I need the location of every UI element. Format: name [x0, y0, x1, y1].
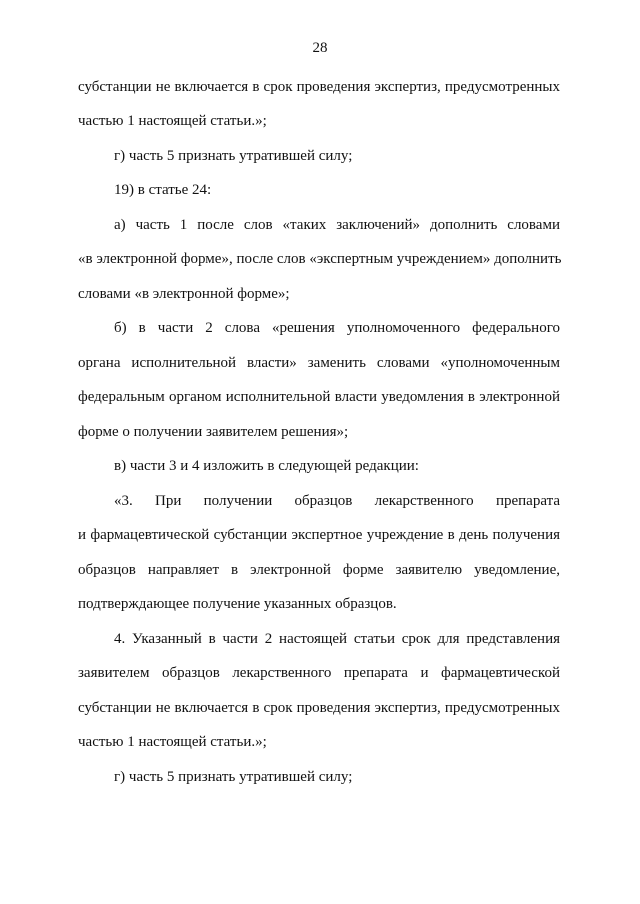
text-line: 4. Указанный в части 2 настоящей статьи срок для представления — [114, 631, 560, 647]
text-line: г) часть 5 признать утратившей силу; — [114, 148, 353, 164]
page-number: 28 — [312, 40, 328, 56]
text-line: субстанции не включается в срок проведения экспертиз, предусмотренных — [78, 79, 560, 95]
text-line: федеральным органом исполнительной власти уведомления в электронной — [78, 389, 560, 405]
text-line: органа исполнительной власти» заменить словами «уполномоченным — [78, 355, 560, 371]
text-line: заявителем образцов лекарственного препарата и фармацевтической — [78, 665, 560, 681]
text-line: и фармацевтической субстанции экспертное учреждение в день получения — [78, 527, 560, 543]
text-line: словами «в электронной форме»; — [78, 286, 290, 302]
text-line: частью 1 настоящей статьи.»; — [78, 734, 267, 750]
text-line: субстанции не включается в срок проведения экспертиз, предусмотренных — [78, 700, 560, 716]
text-line: б) в части 2 слова «решения уполномоченного федерального — [114, 320, 560, 336]
text-line: 19) в статье 24: — [114, 182, 212, 198]
text-line: частью 1 настоящей статьи.»; — [78, 113, 267, 129]
text-line: «3. При получении образцов лекарственного препарата — [114, 493, 560, 509]
text-line: а) часть 1 после слов «таких заключений» дополнить словами — [114, 217, 560, 233]
text-line: форме о получении заявителем решения»; — [78, 424, 349, 440]
text-line: «в электронной форме», после слов «экспертным учреждением» дополнить — [78, 251, 562, 267]
text-line: подтверждающее получение указанных образцов. — [78, 596, 397, 612]
text-line: в) части 3 и 4 изложить в следующей редакции: — [114, 458, 419, 474]
text-line: г) часть 5 признать утратившей силу; — [114, 769, 353, 785]
text-line: образцов направляет в электронной форме заявителю уведомление, — [78, 562, 560, 578]
